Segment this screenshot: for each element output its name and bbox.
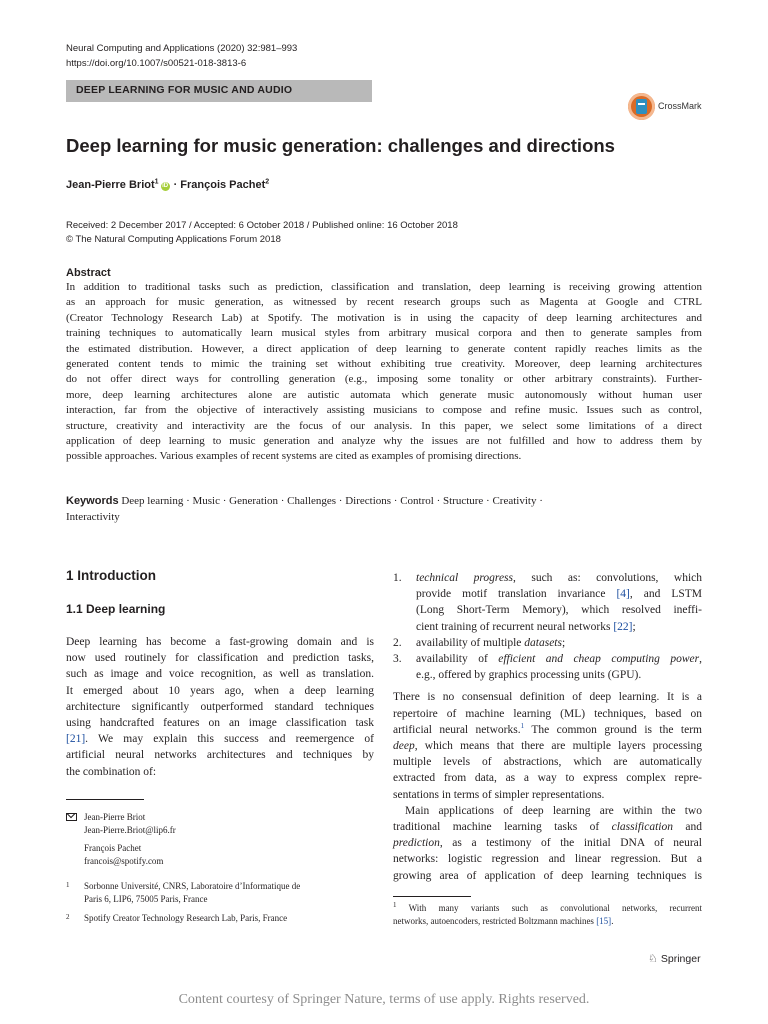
text-span: availability of (416, 653, 499, 666)
text-line: There is no consensual definition of deep learning. It is a (393, 691, 702, 704)
footnote-number: 1 (393, 901, 397, 909)
journal-header (66, 41, 297, 71)
affiliation: Spotify Creator Technology Research Lab, Paris, France (84, 913, 288, 923)
text-line: using handcrafted features on an image classification task (66, 717, 374, 730)
intro-paragraph (66, 634, 374, 780)
envelope-icon (66, 813, 77, 821)
text-line: extracted from data, as a way to express complex repre- (393, 772, 702, 785)
text-line (66, 731, 374, 747)
text-line: such as image and voice recognition, as well as translation. (66, 668, 374, 681)
abstract-line: (Creator Technology Research Lab) at Spotify. The motivation is in using the capacity of deep learning architectures and (66, 311, 702, 324)
keywords (66, 493, 543, 525)
affiliation-number: 1 (66, 881, 70, 889)
emphasis: prediction (393, 837, 440, 850)
footnote-divider (66, 799, 144, 800)
text-line: the combination of: (66, 765, 157, 778)
copyright-line: © The Natural Computing Applications Forum 2018 (66, 233, 281, 245)
text-span: . (611, 915, 614, 926)
citation-link[interactable]: [22] (613, 620, 633, 633)
text-line: repertoire of machine learning (ML) techniques, based on (393, 707, 702, 720)
text-line: (Long Short-Term Memory), which resolved ineffi- (416, 604, 702, 617)
text-line (393, 722, 702, 738)
history-line: Received: 2 December 2017 / Accepted: 6 October 2018 / Published online: 16 October 2018 (66, 220, 458, 231)
email-link[interactable]: Jean-Pierre.Briot@lip6.fr (84, 824, 176, 835)
keywords-list-cont: Interactivity (66, 511, 120, 523)
text-line: networks: logistic regression and linear regression. But a (393, 853, 702, 866)
author-name: Jean-Pierre Briot (66, 179, 155, 191)
text-span: and (672, 821, 703, 834)
text-line: now used routinely for classification and prediction tasks, (66, 652, 374, 665)
abstract-body (66, 280, 702, 465)
text-span: networks, autoencoders, restricted Boltzmann machines (393, 915, 597, 926)
abstract-line: as an approach for music generation, as witnessed by recent research groups such as Magenta at Google and CTRL (66, 296, 702, 309)
affiliation-marker: 1 (154, 178, 159, 186)
email-link[interactable]: francois@spotify.com (84, 855, 164, 866)
abstract-line: more, deep learning architectures alone are autistic automata which generate music autonomously without human user (66, 388, 702, 401)
emphasis: deep (393, 740, 415, 753)
abstract-line: interaction, far from the objective of interactively assisting musicians to compose and refine music. Issues such as control, (66, 404, 702, 417)
text-span: , and LSTM (629, 588, 703, 601)
text-span: The common ground is the term (524, 723, 702, 736)
paper-title: Deep learning for music generation: challenges and directions (66, 135, 615, 156)
affiliation-number: 2 (66, 913, 70, 921)
list-item (393, 651, 702, 683)
right-column (393, 570, 702, 884)
springer-logo (648, 952, 701, 965)
author-list (66, 179, 269, 191)
text-line: artificial neural networks architectures and techniques by (66, 749, 374, 762)
affiliation: Sorbonne Université, CNRS, Laboratoire d’Informatique de (84, 881, 301, 891)
copyright-notice: Content courtesy of Springer Nature, terms of use apply. Rights reserved. (178, 992, 590, 1007)
text-span: ; (561, 636, 566, 649)
author-affiliations (66, 811, 356, 931)
text-line (393, 819, 702, 835)
list-number: 3. (393, 653, 402, 666)
emphasis: efficient and cheap computing power (498, 653, 700, 666)
text-span: ; (632, 620, 636, 633)
keywords-list: Deep learning · Music · Generation · Challenges · Directions · Control · Structure · Creativity · (121, 495, 543, 507)
text-span: cient training of recurrent neural networks (416, 620, 611, 633)
footnote (393, 902, 702, 928)
text-span: , as a testimony of the initial DNA of neural (439, 837, 702, 850)
springer-horse-icon: ♘ (648, 953, 658, 965)
text-line (393, 738, 702, 754)
text-line: Deep learning has become a fast-growing domain and is (66, 636, 374, 648)
abstract-line: In addition to traditional tasks such as prediction, classification and translation, deep learning is receiving growing attention (66, 281, 702, 293)
publication-dates (66, 219, 458, 246)
text-span: availability of multiple (416, 636, 525, 649)
affiliation-marker: 2 (265, 178, 270, 186)
crossmark-badge[interactable] (628, 93, 704, 121)
text-span: , such as: convolutions, which (513, 572, 702, 584)
text-span: artificial neural networks. (393, 723, 521, 736)
abstract-line: application of deep learning to music generation and analyze why the issues are not fulfilled and how to address them by (66, 435, 702, 448)
emphasis: technical progress (416, 572, 514, 584)
text-span: . We may explain this success and reemergence of (85, 733, 374, 746)
text-line: e.g., offered by graphics processing units (GPU). (416, 669, 642, 682)
citation-link[interactable]: [4] (616, 588, 630, 601)
crossmark-label: CrossMark (658, 101, 702, 111)
doi-link[interactable]: https://doi.org/10.1007/s00521-018-3813-6 (66, 58, 247, 69)
text-span: With many variants such as convolutional networks, recurrent (408, 903, 703, 913)
list-number: 1. (393, 572, 402, 584)
section-label: DEEP LEARNING FOR MUSIC AND AUDIO (76, 84, 293, 96)
citation-link[interactable]: [15] (596, 915, 612, 926)
abstract-heading: Abstract (66, 267, 111, 279)
corresponding-author: Jean-Pierre Briot (84, 812, 146, 822)
keywords-label: Keywords (66, 495, 119, 507)
text-span: , (699, 653, 702, 666)
abstract-line: structure, creativity and interactivity are the focus of our analysis. In this paper, we select some limitations of a direct (66, 419, 702, 432)
orcid-icon[interactable]: iD (162, 183, 169, 189)
list-item (393, 635, 702, 651)
section-heading: 1 Introduction (66, 568, 156, 583)
affiliation: Paris 6, LIP6, 75005 Paris, France (84, 893, 208, 904)
publisher-name: Springer (660, 953, 701, 965)
text-line: It emerged about 10 years ago, when a deep learning (66, 684, 374, 697)
text-span: traditional machine learning tasks of (393, 821, 612, 834)
author-name: · François Pachet (173, 179, 266, 191)
list-item (393, 570, 702, 635)
footnote-divider (393, 896, 471, 897)
journal-citation: Neural Computing and Applications (2020) 32:981–993 (66, 43, 298, 54)
text-line: architecture significantly outperformed standard techniques (66, 700, 374, 713)
abstract-line: possible approaches. Various examples of recent systems are cited as examples of promising directions. (66, 450, 522, 463)
abstract-line: generated content tends to mimic the training set without exhibiting true creativity. Moreover, deep learning architectures (66, 358, 702, 371)
emphasis: classification (611, 821, 673, 834)
section-banner (66, 80, 372, 102)
text-line: multiple levels of abstractions, which are automatically (393, 756, 702, 769)
abstract-line: do not offer direct ways for controlling generation (e.g., imposing some tonality or other arbitrary constraints). Further- (66, 373, 702, 386)
text-line (393, 835, 702, 851)
text-line: Main applications of deep learning are within the two (405, 804, 702, 817)
abstract-line: the estimated distribution. However, a direct application of deep learning to generate content rapidly reaches limits as the (66, 342, 702, 355)
citation-link[interactable]: [21] (66, 733, 86, 746)
abstract-line: training techniques to automatically learn musical styles from arbitrary musical corpora and then to generate samples from (66, 327, 702, 340)
footnote-marker[interactable]: 1 (520, 722, 525, 730)
text-line: sentations in terms of simpler representations. (393, 788, 605, 801)
crossmark-icon (628, 93, 655, 120)
list-number: 2. (393, 636, 402, 649)
author-name: François Pachet (84, 843, 142, 853)
subsection-heading: 1.1 Deep learning (66, 602, 166, 616)
text-span: , which means that there are multiple layers processing (414, 740, 702, 753)
emphasis: datasets (524, 636, 562, 649)
text-span: provide motif translation invariance (416, 588, 606, 601)
text-line: growing area of application of deep learning techniques is (393, 869, 702, 882)
